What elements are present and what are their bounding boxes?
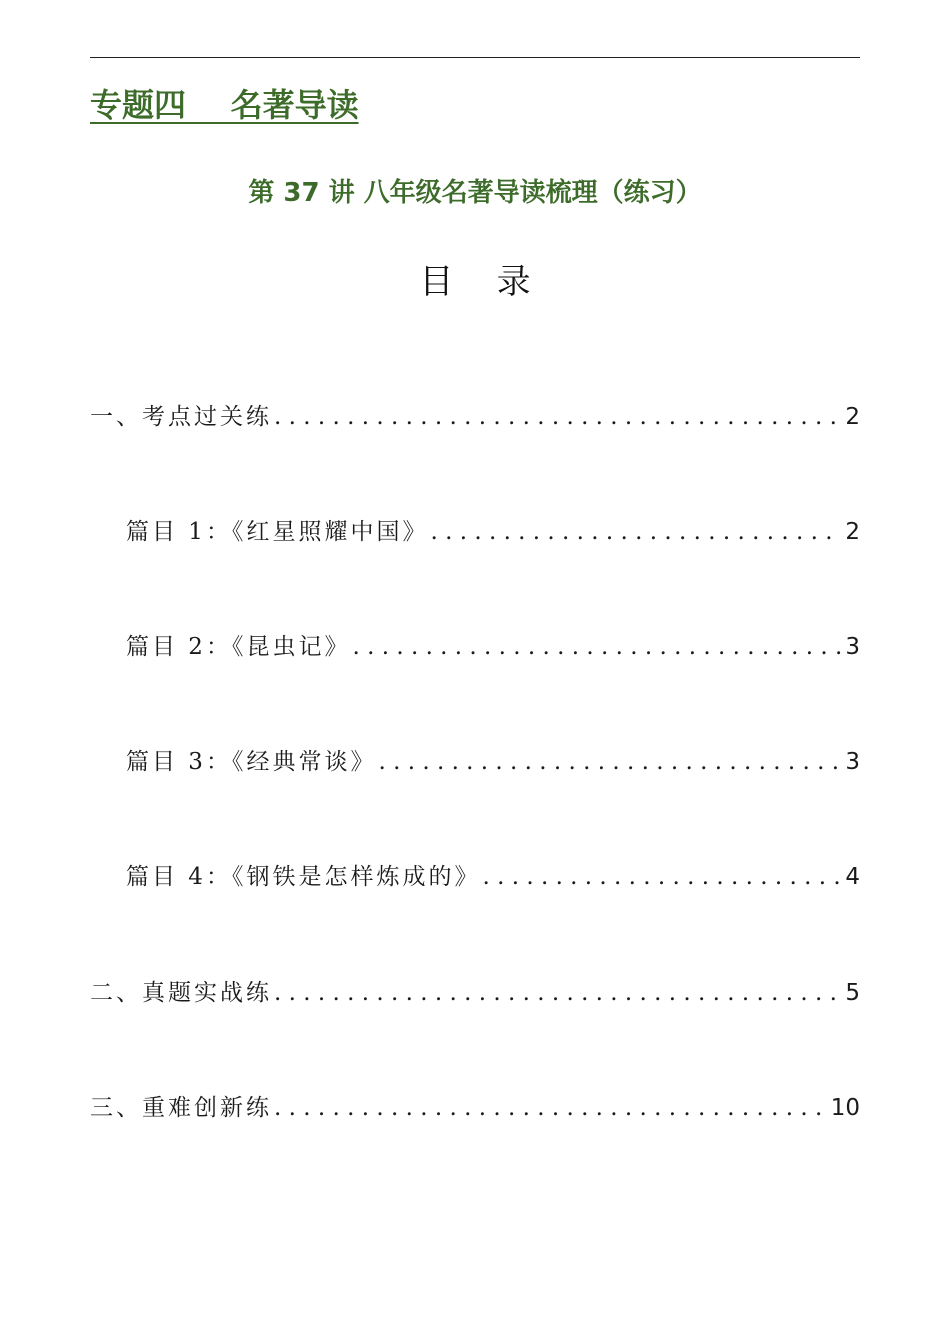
toc-entry-zhongnan[interactable]: [90, 1089, 860, 1129]
toc-entry-pianmu-4[interactable]: [90, 858, 860, 898]
toc-heading: 目 录: [419, 262, 531, 302]
lecture-title: 第 37 讲 八年级名著导读梳理（练习）: [248, 178, 702, 208]
toc-entry-pianmu-3[interactable]: [90, 743, 860, 783]
toc-dot-leader: [378, 749, 841, 775]
toc-page-number: 4: [845, 864, 860, 890]
toc-entry-pianmu-2[interactable]: [90, 628, 860, 668]
topic-title: 专题四 名著导读: [90, 86, 359, 124]
toc-page-number: 2: [845, 519, 860, 545]
toc-dot-leader: [274, 980, 841, 1006]
toc-entry-pianmu-1[interactable]: [90, 513, 860, 553]
toc-entry-label: 三、重难创新练: [90, 1095, 272, 1121]
toc-entry-kaodian[interactable]: [90, 398, 860, 438]
toc-dot-leader: [274, 1095, 827, 1121]
toc-dot-leader: [274, 404, 841, 430]
toc-entry-label: 篇目 3：《经典常谈》: [126, 749, 377, 775]
toc-entry-label: 篇目 1：《红星照耀中国》: [126, 519, 429, 545]
toc-page-number: 5: [845, 980, 860, 1006]
toc-entry-label: 一、考点过关练: [90, 404, 272, 430]
toc-entry-label: 篇目 2：《昆虫记》: [126, 634, 351, 660]
toc-entry-label: 篇目 4：《钢铁是怎样炼成的》: [126, 864, 481, 890]
toc-page-number: 3: [845, 634, 860, 660]
toc-page-number: 2: [845, 404, 860, 430]
toc-page-number: 10: [830, 1095, 860, 1121]
toc-entry-label: 二、真题实战练: [90, 980, 272, 1006]
toc-dot-leader: [352, 634, 841, 660]
header-rule: [90, 57, 860, 58]
toc-page-number: 3: [845, 749, 860, 775]
toc-entry-zhenti[interactable]: [90, 974, 860, 1014]
toc-dot-leader: [482, 864, 841, 890]
toc-dot-leader: [430, 519, 841, 545]
